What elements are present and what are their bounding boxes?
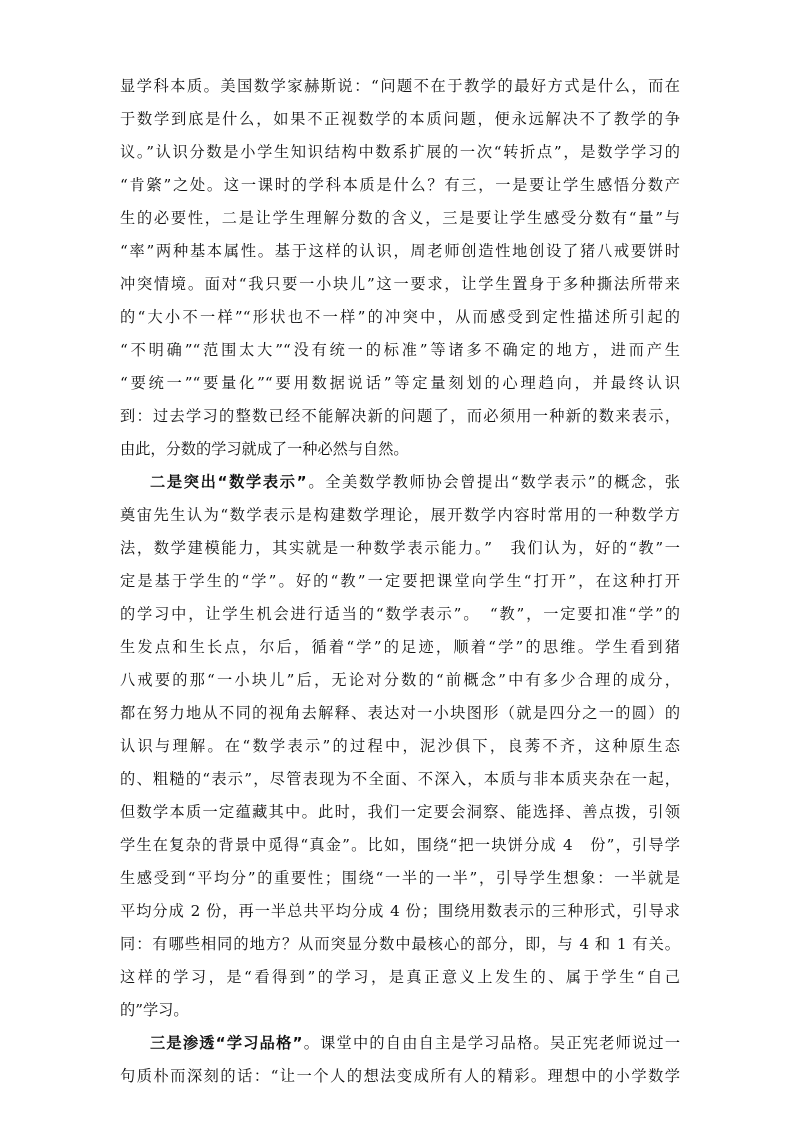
text-line: 定是基于学生的“学”。好的“教”一定要把课堂向学生“打开”，在这种打开 xyxy=(120,572,680,590)
text-line: “肯綮”之处。这一课时的学科本质是什么？有三，一是要让学生感悟分数产 xyxy=(120,176,680,194)
text-span: 。全美数学教师协会曾提出“数学表示”的概念，张 xyxy=(306,473,680,491)
text-line: 同：有哪些相同的地方？从而突显分数中最核心的部分，即，与 4 和 1 有关。 xyxy=(120,935,680,953)
text-line: “不明确”“范围太大”“没有统一的标准”等诸多不确定的地方，进而产生 xyxy=(120,341,680,359)
text-line: 显学科本质。美国数学家赫斯说：“问题不在于教学的最好方式是什么，而在 xyxy=(120,77,680,95)
text-line: 奠宙先生认为“数学表示是构建数学理论，展开数学内容时常用的一种数学方 xyxy=(120,506,680,524)
text-line: 句质朴而深刻的话：“让一个人的想法变成所有人的精彩。理想中的小学数学 xyxy=(120,1067,680,1085)
paragraph-first-line xyxy=(150,468,680,496)
text-line: 八戒要的那“一小块儿”后，无论对分数的“前概念”中有多少合理的成分， xyxy=(120,671,680,689)
text-line: 的”学习。 xyxy=(120,1001,189,1019)
text-line: 冲突情境。面对“我只要一小块儿”这一要求，让学生置身于多种撕法所带来 xyxy=(120,275,680,293)
text-line: 平均分成 2 份，再一半总共平均分成 4 份；围绕用数表示的三种形式，引导求 xyxy=(120,902,680,920)
text-line: 议。”认识分数是小学生知识结构中数系扩展的一次“转折点”，是数学学习的 xyxy=(120,143,680,161)
text-line: 但数学本质一定蕴藏其中。此时，我们一定要会洞察、能选择、善点拨，引领 xyxy=(120,803,680,821)
text-line: 生的必要性，二是让学生理解分数的含义，三是要让学生感受分数有“量”与 xyxy=(120,209,680,227)
text-line: 生发点和生长点，尔后，循着“学”的足迹，顺着“学”的思维。学生看到猪 xyxy=(120,638,680,656)
text-line: 生感受到“平均分”的重要性；围绕“一半的一半”，引导学生想象：一半就是 xyxy=(120,869,680,887)
text-line: 这样的学习，是“看得到”的学习，是真正意义上发生的、属于学生“自己 xyxy=(120,968,680,986)
text-line: “率”两种基本属性。基于这样的认识，周老师创造性地创设了猪八戒要饼时 xyxy=(120,242,680,260)
text-line: 的“大小不一样”“形状也不一样”的冲突中，从而感受到定性描述所引起的 xyxy=(120,308,680,326)
text-line: 的、粗糙的“表示”，尽管表现为不全面、不深入，本质与非本质夹杂在一起， xyxy=(120,770,680,788)
text-line: 学生在复杂的背景中觅得“真金”。比如，围绕“把一块饼分成 4 份”，引导学 xyxy=(120,836,680,854)
text-line: 于数学到底是什么，如果不正视数学的本质问题，便永远解决不了教学的争 xyxy=(120,110,680,128)
text-line: 法，数学建模能力，其实就是一种数学表示能力。” 我们认为，好的“教”一 xyxy=(120,539,680,557)
text-line: 到：过去学习的整数已经不能解决新的问题了，而必须用一种新的数来表示， xyxy=(120,407,680,425)
text-line: “要统一”“要量化”“要用数据说话”等定量刻划的心理趋向，并最终认识 xyxy=(120,374,680,392)
text-span: 。课堂中的自由自主是学习品格。吴正宪老师说过一 xyxy=(302,1034,680,1052)
text-line: 由此，分数的学习就成了一种必然与自然。 xyxy=(120,440,409,458)
text-line: 的学习中，让学生机会进行适当的“数学表示”。 “教”，一定要扣准“学”的 xyxy=(120,605,680,623)
text-line: 都在努力地从不同的视角去解释、表达对一小块图形（就是四分之一的圆）的 xyxy=(120,704,680,722)
paragraph-first-line xyxy=(150,1029,680,1057)
text-line: 认识与理解。在“数学表示”的过程中，泥沙俱下，良莠不齐，这种原生态 xyxy=(120,737,680,755)
section-heading: 三是渗透“学习品格” xyxy=(150,1034,303,1052)
section-heading: 二是突出“数学表示” xyxy=(150,473,307,491)
